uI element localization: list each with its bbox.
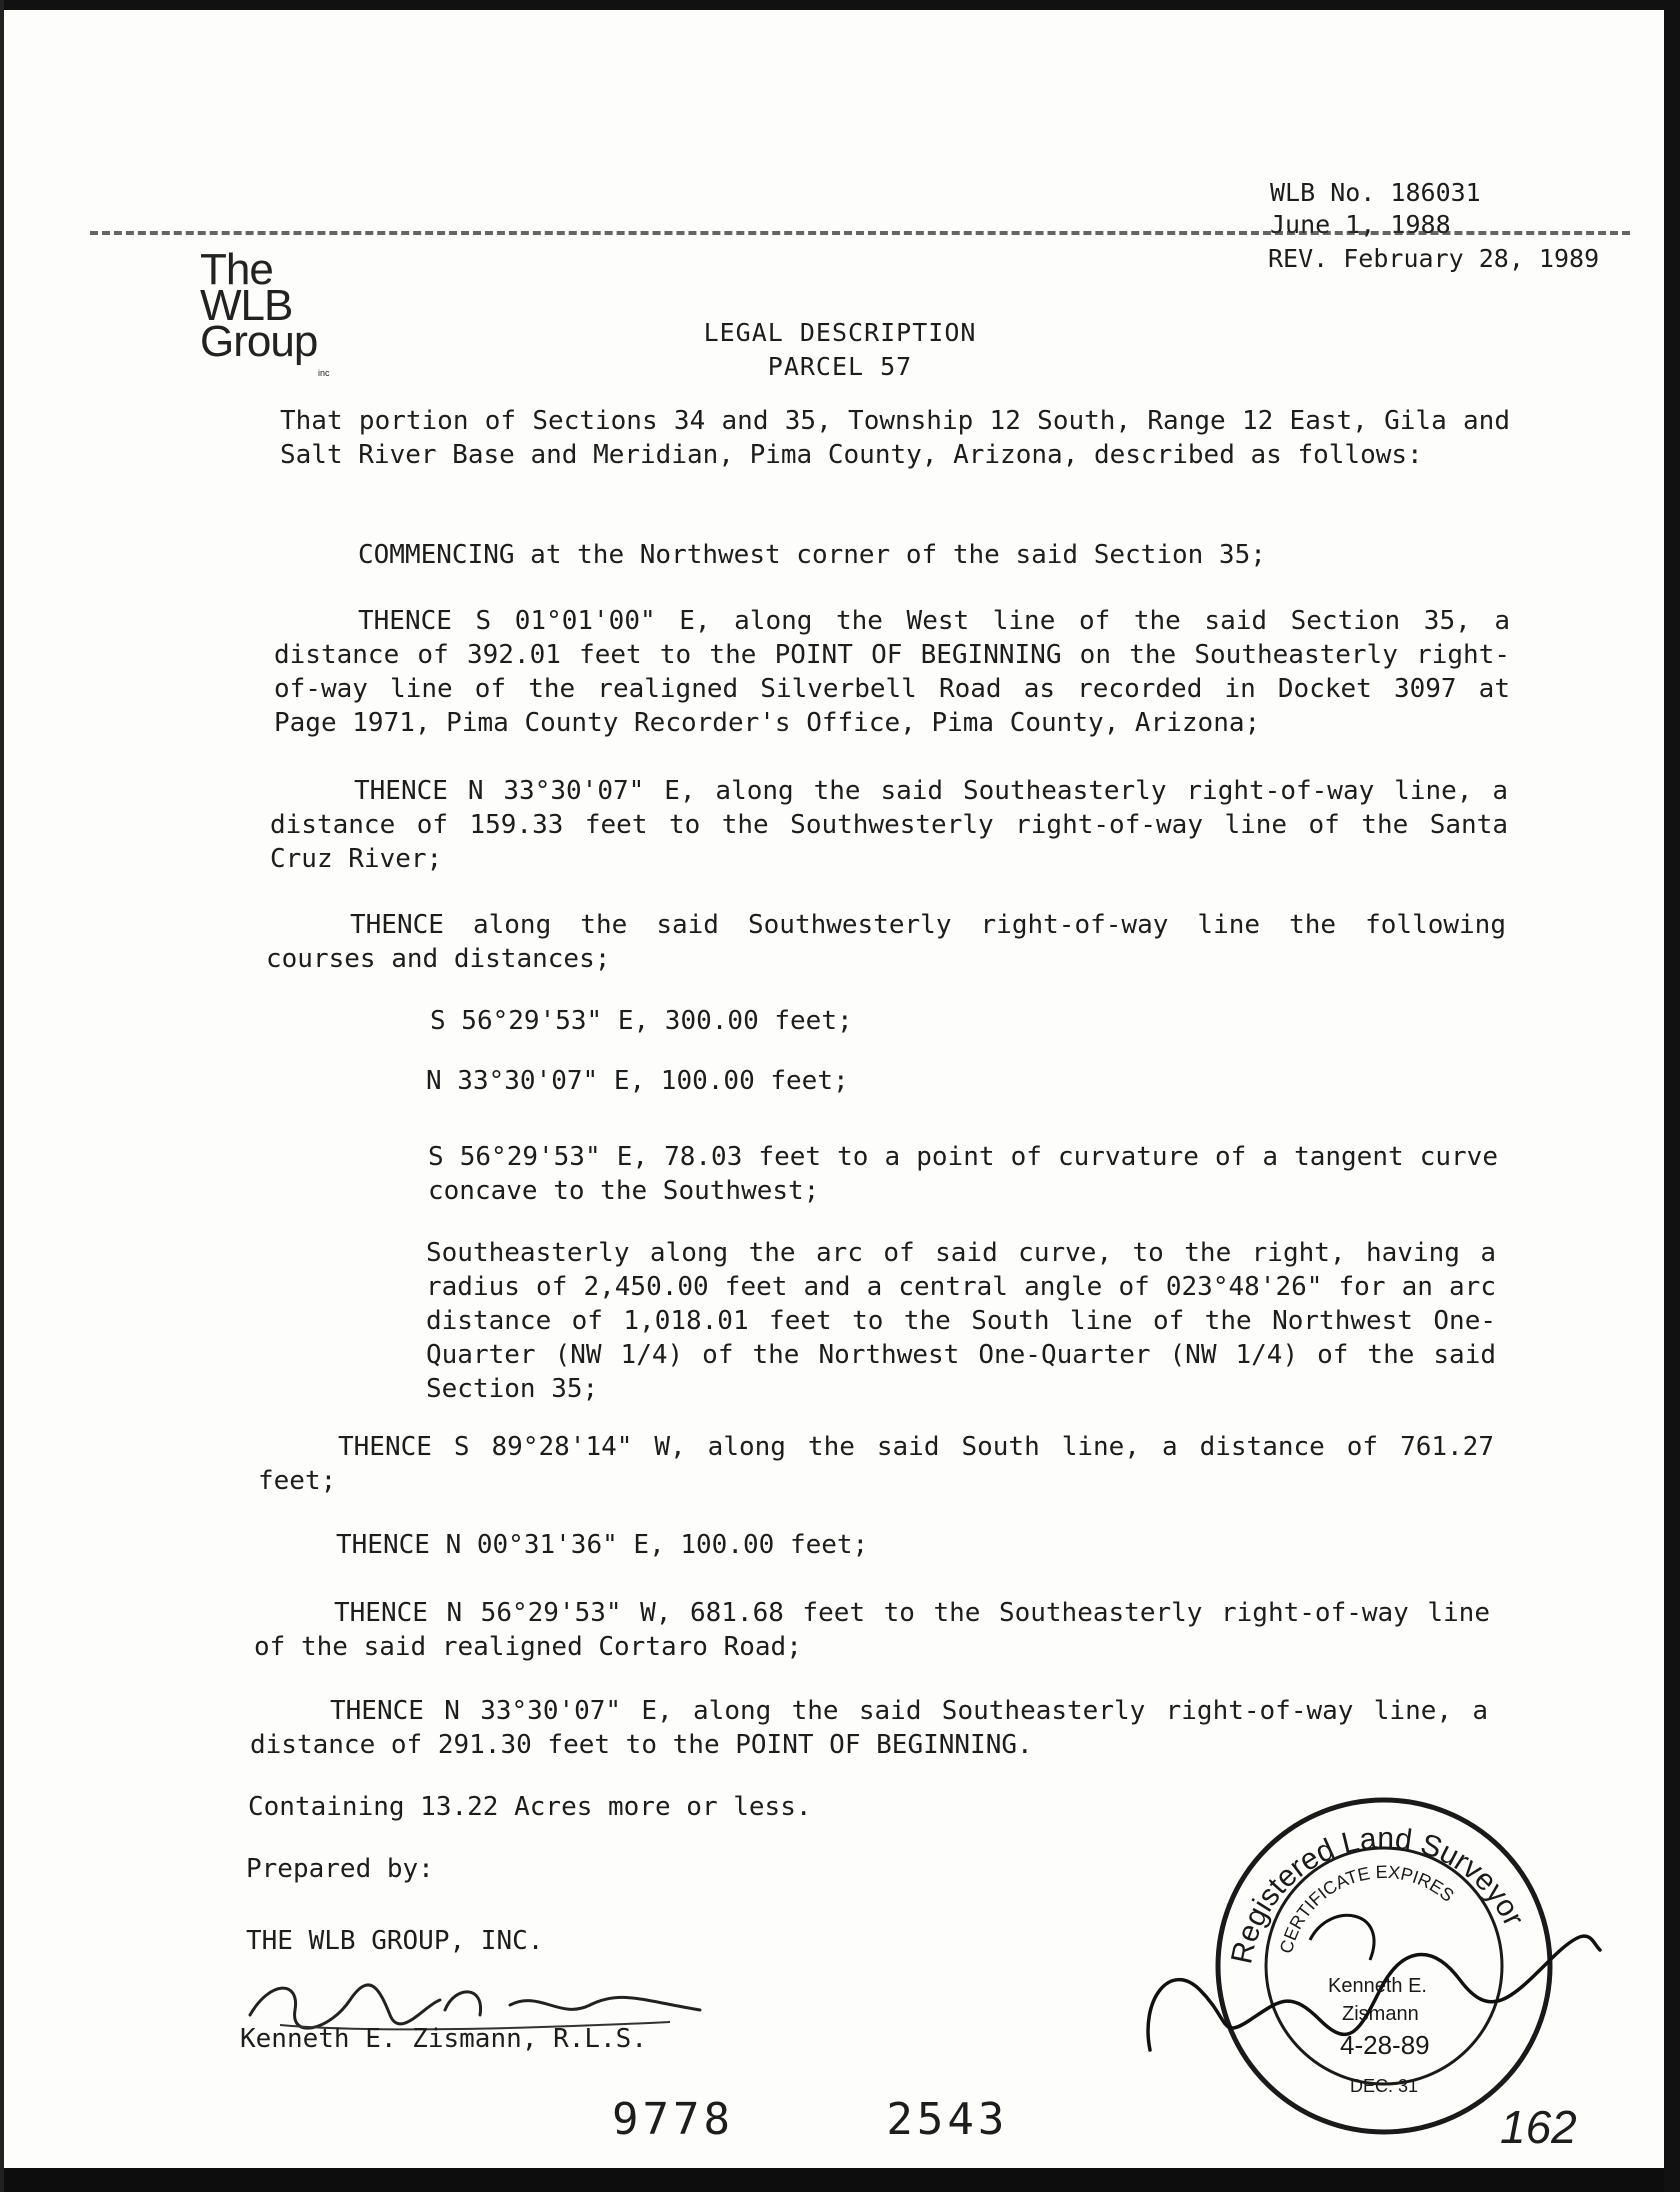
course-1: S 56°29'53" E, 300.00 feet; — [430, 1006, 853, 1036]
thence-paragraph-5: THENCE N 00°31'36" E, 100.00 feet; — [336, 1530, 869, 1560]
thence-paragraph-1: THENCE S 01°01'00" E, along the West line of the said Section 35, a distance of 392.01 feet to the POINT OF BEGINNING on the Southeasterly right-of-way line of the realigned Silverbell Road as recorded in Docket 3097 at Page 1971, Pima County Recorder's Office, Pima County, Arizona; — [274, 606, 1510, 738]
scan-border-bottom — [0, 2168, 1680, 2192]
seal-name-line1: Kenneth E. — [1328, 1975, 1427, 1997]
page-number: 162 — [1500, 2101, 1577, 2153]
course-3: S 56°29'53" E, 78.03 feet to a point of curvature of a tangent curve concave to the Southwest; — [428, 1142, 1498, 1206]
course-4: Southeasterly along the arc of said curve, to the right, having a radius of 2,450.00 feet and a central angle of 023°48'26" for an arc distance of 1,018.01 feet to the South line of the Northwest One-Quarter (NW 1/4) of the Northwest One-Quarter (NW 1/4) of the said Section 35; — [426, 1238, 1496, 1404]
company-name: THE WLB GROUP, INC. — [246, 1926, 544, 1956]
signer-name: Kenneth E. Zismann, R.L.S. — [240, 2024, 647, 2054]
doc-number-part1: 9778 — [612, 2094, 734, 2145]
scan-rule — [90, 231, 1630, 235]
logo-inc: inc — [318, 368, 330, 378]
course-2: N 33°30'07" E, 100.00 feet; — [426, 1066, 849, 1096]
original-date: June 1, 1988 — [1270, 210, 1451, 239]
doc-number-part2: 2543 — [886, 2094, 1009, 2145]
seal-signature — [1130, 1880, 1610, 2070]
logo-line-wlb: WLB — [200, 281, 293, 330]
thence-paragraph-2: THENCE N 33°30'07" E, along the said Southeasterly right-of-way line, a distance of 159.33 feet to the Southwesterly right-of-way line of the Santa Cruz River; — [270, 776, 1508, 874]
seal-name-line2: Zismann — [1342, 2003, 1419, 2025]
scan-border-top — [0, 0, 1680, 10]
wlb-number: WLB No. 186031 — [1270, 178, 1481, 207]
thence-paragraph-3: THENCE along the said Southwesterly right-of-way line the following courses and distances; — [266, 910, 1506, 974]
parcel-title: PARCEL 57 — [767, 352, 913, 381]
prepared-by-label: Prepared by: — [246, 1854, 434, 1884]
document-number — [612, 2094, 1008, 2145]
revision-date: REV. February 28, 1989 — [1268, 244, 1600, 273]
seal-date: 4-28-89 — [1340, 2030, 1430, 2060]
thence-paragraph-7: THENCE N 33°30'07" E, along the said Southeasterly right-of-way line, a distance of 291.30 feet to the POINT OF BEGINNING. — [250, 1696, 1488, 1760]
seal-expiry: DEC. 31 — [1350, 2076, 1419, 2096]
thence-paragraph-6: THENCE N 56°29'53" W, 681.68 feet to the Southeasterly right-of-way line of the said realigned Cortaro Road; — [254, 1598, 1490, 1662]
thence-paragraph-4: THENCE S 89°28'14" W, along the said South line, a distance of 761.27 feet; — [258, 1432, 1494, 1496]
seal-inner-text: CERTIFICATE EXPIRES — [1275, 1861, 1458, 1956]
commencing-paragraph: COMMENCING at the Northwest corner of the said Section 35; — [358, 540, 1266, 570]
intro-paragraph: That portion of Sections 34 and 35, Township 12 South, Range 12 East, Gila and Salt River Base and Meridian, Pima County, Arizona, described as follows: — [280, 406, 1510, 470]
containing-acreage: Containing 13.22 Acres more or less. — [248, 1792, 812, 1822]
logo-line-the: The — [200, 245, 273, 294]
document-title: LEGAL DESCRIPTION — [703, 318, 977, 347]
seal-outer-text: Registered Land Surveyor — [1225, 1821, 1531, 1967]
logo-line-group: Group — [200, 317, 318, 366]
